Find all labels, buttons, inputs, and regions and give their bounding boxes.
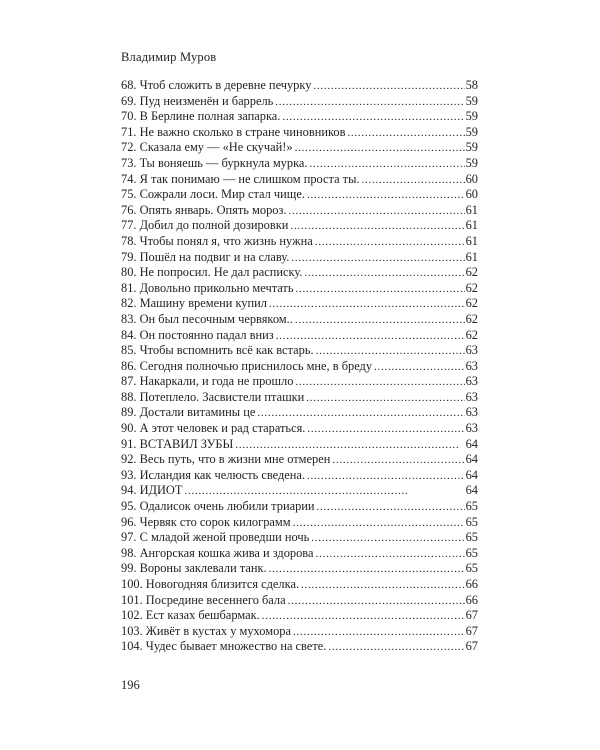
toc-entry-page: 67 [465,639,478,654]
toc-entry[interactable] [121,405,478,421]
toc-entry-page: 65 [465,530,478,545]
toc-entry[interactable] [121,437,478,453]
dot-leader [276,329,465,345]
toc-entry[interactable] [121,140,478,156]
toc-entry[interactable] [121,296,478,312]
toc-entry-title: 98. Ангорская кошка жива и здорова [121,545,314,560]
toc-entry-page: 67 [465,608,478,623]
toc-entry-title: 85. Чтобы вспомнить всё как встарь. [121,343,314,358]
toc-entry[interactable] [121,515,478,531]
toc-entry-title: 93. Исландия как челюсть сведена. [121,467,306,482]
toc-entry-title: 99. Вороны заклевали танк. [121,561,267,576]
toc-entry[interactable] [121,577,478,593]
toc-entry-title: 73. Ты воняешь — буркнула мурка. [121,155,308,170]
toc-entry-title: 78. Чтобы понял я, что жизнь нужна [121,233,313,248]
toc-entry[interactable] [121,125,478,141]
dot-leader [307,422,464,438]
toc-entry-page: 62 [465,280,478,295]
dot-leader [291,251,464,267]
toc-entry-page: 59 [465,109,478,124]
toc-entry[interactable] [121,328,478,344]
table-of-contents [121,78,478,655]
toc-entry[interactable] [121,250,478,266]
toc-entry[interactable] [121,483,478,499]
toc-entry-page: 63 [465,358,478,373]
toc-entry[interactable] [121,608,478,624]
toc-entry[interactable] [121,343,478,359]
dot-leader [374,360,465,376]
dot-leader [362,173,465,189]
toc-entry-page: 67 [465,623,478,638]
toc-entry-title: 96. Червяк сто сорок килограмм [121,514,291,529]
dot-leader [257,406,464,422]
toc-entry-page: 62 [465,327,478,342]
dot-leader [307,188,465,204]
toc-entry-title: 84. Он постоянно падал вниз [121,327,274,342]
dot-leader [290,219,464,235]
toc-entry-title: 100. Новогодняя близится сделка. [121,577,300,591]
toc-entry-title: 103. Живёт в кустах у мухомора [121,623,291,638]
toc-entry-page: 65 [465,545,478,560]
toc-entry[interactable] [121,109,478,125]
toc-entry-page: 64 [465,467,478,482]
toc-entry[interactable] [121,499,478,515]
toc-entry[interactable] [121,78,478,94]
toc-entry-page: 65 [465,561,478,576]
toc-entry-title: 102. Ест казах бешбармак. [121,608,260,623]
toc-entry-title: 76. Опять январь. Опять мороз. [121,202,287,217]
toc-entry-page: 60 [465,171,478,186]
toc-entry[interactable] [121,374,478,390]
toc-entry-title: 83. Он был песочным червяком.. [121,311,293,326]
running-head: Владимир Муров [121,50,217,64]
toc-entry-title: 69. Пуд неизменён и баррель [121,93,274,108]
toc-entry-page: 59 [465,93,478,108]
toc-entry-page: 59 [465,124,478,139]
toc-entry[interactable] [121,172,478,188]
toc-entry[interactable] [121,203,478,219]
toc-entry-title: 71. Не важно сколько в стране чиновников [121,124,346,139]
toc-entry-page: 62 [465,265,478,280]
toc-entry-title: 79. Пошёл на подвиг и на славу. [121,249,290,264]
dot-leader [269,562,465,578]
dot-leader [307,469,465,485]
toc-entry-title: 72. Сказала ему — «Не скучай!» [121,140,293,155]
toc-entry-page: 65 [465,499,478,514]
toc-entry-page: 61 [465,202,478,217]
dot-leader [296,282,465,298]
toc-entry[interactable] [121,546,478,562]
toc-entry-title: 90. А этот человек и рад стараться. [121,421,306,436]
toc-entry[interactable] [121,561,478,577]
dot-leader [275,95,464,111]
toc-entry-title: 91. ВСТАВИЛ ЗУБЫ [121,436,234,451]
toc-entry[interactable] [121,234,478,250]
toc-entry[interactable] [121,452,478,468]
dot-leader [306,391,464,407]
toc-entry-page: 64 [465,452,478,467]
dot-leader [288,594,465,610]
dot-leader [295,141,465,157]
toc-entry-title: 86. Сегодня полночью приснилось мне, в бреду [121,358,373,373]
dot-leader [313,79,464,95]
dot-leader [295,313,465,329]
toc-entry-title: 92. Весь путь, что в жизни мне отмерен [121,452,331,467]
dot-leader [315,235,465,251]
toc-entry-page: 63 [465,405,478,420]
toc-entry-title: 101. Посредине весеннего бала [121,592,286,607]
toc-entry-title: 94. ИДИОТ [121,483,183,498]
toc-entry[interactable] [121,359,478,375]
toc-entry[interactable] [121,94,478,110]
dot-leader [184,484,464,500]
toc-entry[interactable] [121,593,478,609]
toc-entry-page: 61 [465,233,478,248]
toc-entry[interactable] [121,639,478,655]
dot-leader [293,625,465,641]
toc-entry-title: 82. Машину времени купил [121,296,267,311]
dot-leader [282,110,464,126]
toc-entry-page: 65 [465,514,478,529]
dot-leader [288,204,464,220]
toc-entry-title: 80. Не попросил. Не дал расписку. [121,265,303,280]
dot-leader [269,297,465,313]
toc-entry[interactable] [121,312,478,328]
dot-leader [332,453,464,469]
toc-entry-title: 81. Довольно прикольно мечтать [121,280,294,295]
toc-entry[interactable] [121,468,478,484]
toc-entry-page: 61 [465,218,478,233]
toc-entry[interactable] [121,421,478,437]
toc-entry-title: 75. Сожрали лоси. Мир стал чище. [121,187,305,202]
toc-entry-title: 89. Достали витамины це [121,405,256,420]
toc-entry-page: 63 [465,421,478,436]
dot-leader [310,157,465,173]
toc-entry-page: 58 [465,78,478,92]
toc-entry-title: 95. Одалисок очень любили триарии [121,499,315,514]
toc-entry-title: 88. Потеплело. Засвистели пташки [121,389,305,404]
toc-entry-page: 66 [465,592,478,607]
toc-entry[interactable] [121,390,478,406]
toc-entry[interactable] [121,281,478,297]
dot-leader [317,500,465,516]
toc-entry-title: 104. Чудес бывает множество на свете. [121,639,327,654]
toc-entry-title: 74. Я так понимаю — не слишком проста ты. [121,171,360,186]
dot-leader [328,640,464,656]
toc-entry-title: 97. С младой женой проведши ночь [121,530,310,545]
toc-entry-page: 63 [465,374,478,389]
dot-leader [316,344,465,360]
dot-leader [235,438,464,454]
dot-leader [311,531,464,547]
toc-entry-page: 63 [465,389,478,404]
toc-entry-title: 70. В Берлине полная запарка. [121,109,281,124]
toc-entry[interactable] [121,265,478,281]
toc-entry[interactable] [121,624,478,640]
toc-entry-page: 66 [465,577,478,591]
toc-entry-page: 59 [465,155,478,170]
toc-entry-page: 64 [465,483,478,498]
toc-entry-title: 87. Накаркали, и года не прошло [121,374,294,389]
dot-leader [304,266,464,282]
toc-entry[interactable] [121,530,478,546]
toc-entry-page: 62 [465,311,478,326]
toc-entry-title: 77. Добил до полной дозировки [121,218,289,233]
page-number: 196 [121,678,140,692]
toc-entry[interactable] [121,156,478,172]
toc-entry-title: 68. Чтоб сложить в деревне печурку [121,78,312,92]
toc-entry[interactable] [121,218,478,234]
dot-leader [262,609,465,625]
dot-leader [293,516,465,532]
dot-leader [301,578,465,594]
toc-entry-page: 59 [465,140,478,155]
toc-entry[interactable] [121,187,478,203]
toc-entry-page: 61 [465,249,478,264]
toc-entry-page: 60 [465,187,478,202]
dot-leader [315,547,464,563]
toc-entry-page: 62 [465,296,478,311]
dot-leader [347,126,464,142]
toc-entry-page: 64 [465,436,478,451]
toc-entry-page: 63 [465,343,478,358]
dot-leader [295,375,464,391]
